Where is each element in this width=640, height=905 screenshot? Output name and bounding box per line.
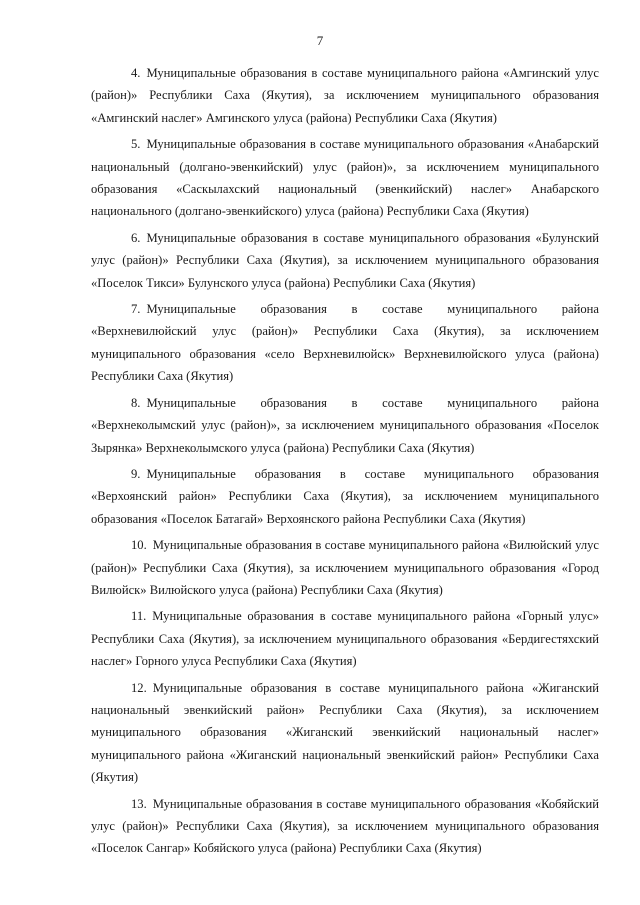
list-item	[91, 793, 599, 860]
item-number: 13.	[131, 796, 147, 811]
item-text: Муниципальные образования в составе муниципального района «Горный улус» Республики Саха (Якутия), за исключением муниципального образования «Бердигестяхский наслег» Горного улуса Республики Саха (Якутия)	[91, 609, 599, 669]
item-number: 9.	[131, 466, 141, 481]
item-number: 7.	[131, 302, 141, 317]
list-item	[91, 392, 599, 459]
item-number: 5.	[131, 137, 141, 152]
item-number: 11.	[131, 609, 147, 624]
list-item	[91, 298, 599, 388]
page-number: 7	[316, 33, 324, 48]
list-item	[91, 463, 599, 530]
item-number: 12.	[131, 680, 147, 695]
list-item	[91, 677, 599, 789]
list-item	[91, 62, 599, 129]
item-text: Муниципальные образования в составе муниципального образования «Булунский улус (район)» Республики Саха (Якутия), за исключением муниципального образования «Поселок Тикси» Булунского улуса (района) Республики Саха (Якутия)	[91, 230, 599, 290]
item-text: Муниципальные образования в составе муниципального района «Амгинский улус (район)» Республики Саха (Якутия), за исключением муниципального образования «Амгинский наслег» Амгинского улуса (района) Республики Саха (Якутия)	[91, 66, 599, 125]
item-list	[91, 62, 599, 864]
item-number: 10.	[131, 538, 147, 553]
list-item	[91, 534, 599, 601]
list-item	[91, 227, 599, 294]
item-text: Муниципальные образования в составе муниципального образования «Верхоянский район» Республики Саха (Якутия), за исключением муниципального образования «Поселок Батагай» Верхоянского района Республики Саха (Якутия)	[91, 466, 599, 526]
item-text: Муниципальные образования в составе муниципального района «Жиганский национальный эвенкийский район» Республики Саха (Якутия), за исключением муниципального образования «Жиганский эвенкийский национальный наслег» муниципального района «Жиганский национальный эвенкийский район» Республики Саха (Якутия)	[91, 680, 599, 785]
item-text: Муниципальные образования в составе муниципального образования «Анабарский национальный (долгано-эвенкийский) улус (район)», за исключением муниципального образования «Саскылахский национальный (эвенкийский) наслег» Анабарского национального (долгано-эвенкийского) улуса (района) Республики Саха (Якутия)	[91, 137, 599, 219]
item-number: 8.	[131, 395, 141, 410]
item-text: Муниципальные образования в составе муниципального района «Вилюйский улус (район)» Республики Саха (Якутия), за исключением муниципального образования «Город Вилюйск» Вилюйского улуса (района) Республики Саха (Якутия)	[91, 538, 599, 597]
item-number: 6.	[131, 230, 141, 245]
list-item	[91, 133, 599, 223]
list-item	[91, 605, 599, 672]
item-text: Муниципальные образования в составе муниципального района «Верхнеколымский улус (район)», за исключением муниципального образования «Поселок Зырянка» Верхнеколымского улуса (района) Республики Саха (Якутия)	[91, 395, 599, 455]
item-text: Муниципальные образования в составе муниципального района «Верхневилюйский улус (район)» Республики Саха (Якутия), за исключением муниципального образования «село Верхневилюйск» Верхневилюйского улуса (района) Республики Саха (Якутия)	[91, 302, 599, 384]
item-text: Муниципальные образования в составе муниципального образования «Кобяйский улус (район)» Республики Саха (Якутия), за исключением муниципального образования «Поселок Сангар» Кобяйского улуса (района) Республики Саха (Якутия)	[91, 796, 599, 856]
item-number: 4.	[131, 66, 141, 80]
